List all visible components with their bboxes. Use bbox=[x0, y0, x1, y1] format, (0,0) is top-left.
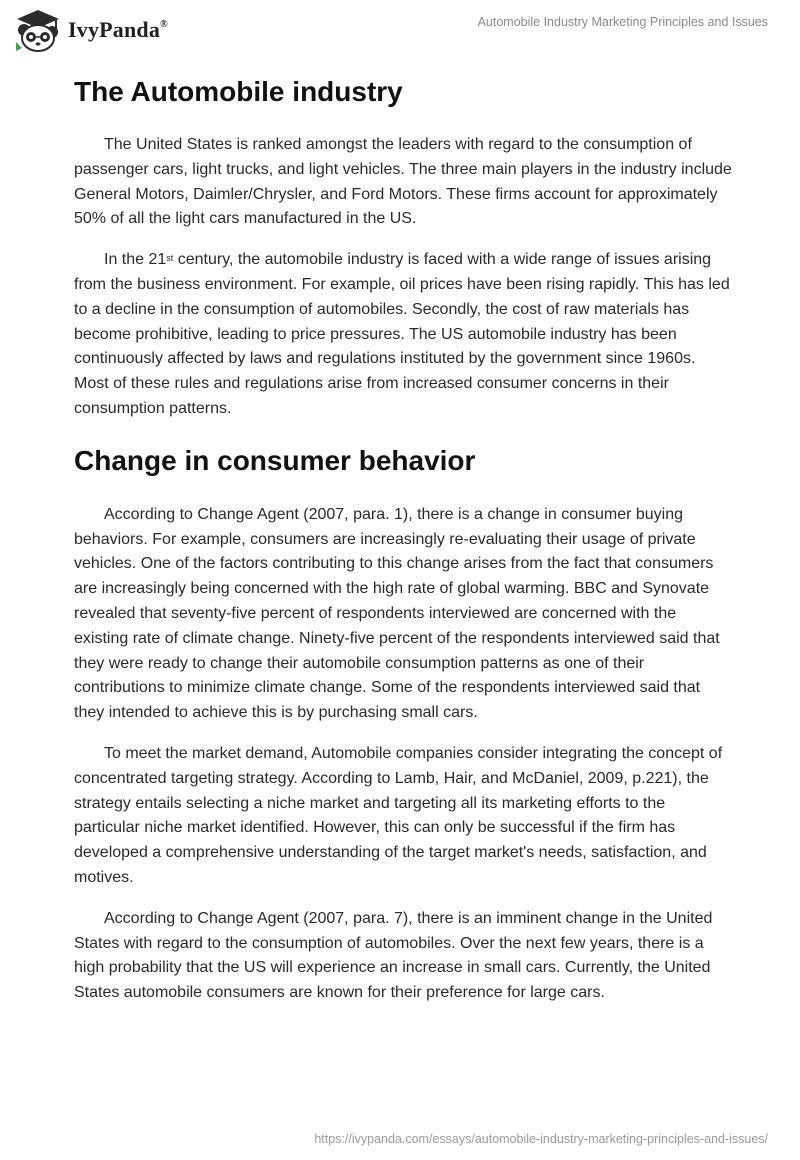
brand-name: IvyPanda® bbox=[68, 17, 168, 42]
section-heading: The Automobile industry bbox=[74, 76, 403, 107]
paragraph: According to Change Agent (2007, para. 7), there is an imminent change in the United States with regard to the consumption of automobiles. Over the next few years, there is a high probability that the US will experience an increase in small cars. Currently, the United States automobile consumers are known for their preference for large cars. bbox=[74, 909, 713, 1002]
paragraph: The United States is ranked amongst the leaders with regard to the consumption of passenger cars, light trucks, and light vehicles. The three main players in the industry include General Motors, Daimler/Chrysler, and Ford Motors. These firms account for approximately 50% of all the light cars manufactured in the US. bbox=[74, 136, 732, 228]
paragraph: In the 21st century, the automobile industry is faced with a wide range of issues arising from the business environment. For example, oil prices have been rising rapidly. This has led to a decline in the consumption of automobiles. Secondly, the cost of raw materials has become prohibitive, leading to price pressures. The US automobile industry has been continuously affected by laws and regulations instituted by the government since 1960s. Most of these rules and regulations arise from increased consumer concerns in their consumption patterns. bbox=[74, 251, 730, 417]
document-title: Automobile Industry Marketing Principles and Issues bbox=[477, 15, 768, 29]
page-header bbox=[0, 0, 800, 62]
brand-logo[interactable] bbox=[14, 8, 168, 52]
source-url[interactable]: https://ivypanda.com/essays/automobile-industry-marketing-principles-and-issues/ bbox=[314, 1132, 768, 1146]
panda-graduate-logo-icon bbox=[14, 8, 62, 52]
article-body bbox=[74, 74, 734, 1006]
paragraph: According to Change Agent (2007, para. 1), there is a change in consumer buying behaviors. For example, consumers are increasingly re-evaluating their usage of private vehicles. One of the factors contributing to this change arises from the fact that consumers are increasingly being concerned with the high rate of global warming. BBC and Synovate revealed that seventy-five percent of respondents interviewed are concerned with the existing rate of climate change. Ninety-five percent of the respondents interviewed said that they were ready to change their automobile consumption patterns as one of their contributions to minimize climate change. Some of the respondents interviewed said that they intended to achieve this is by purchasing small cars. bbox=[74, 505, 720, 722]
ordinal-superscript: st bbox=[166, 253, 174, 264]
registered-mark: ® bbox=[160, 18, 168, 30]
paragraph: To meet the market demand, Automobile companies consider integrating the concept of concentrated targeting strategy. According to Lamb, Hair, and McDaniel, 2009, p.221), the strategy entails selecting a niche market and targeting all its marketing efforts to the particular niche market identified. However, this can only be successful if the firm has developed a comprehensive understanding of the target market's needs, satisfaction, and motives. bbox=[74, 744, 723, 886]
section-heading: Change in consumer behavior bbox=[74, 444, 476, 476]
